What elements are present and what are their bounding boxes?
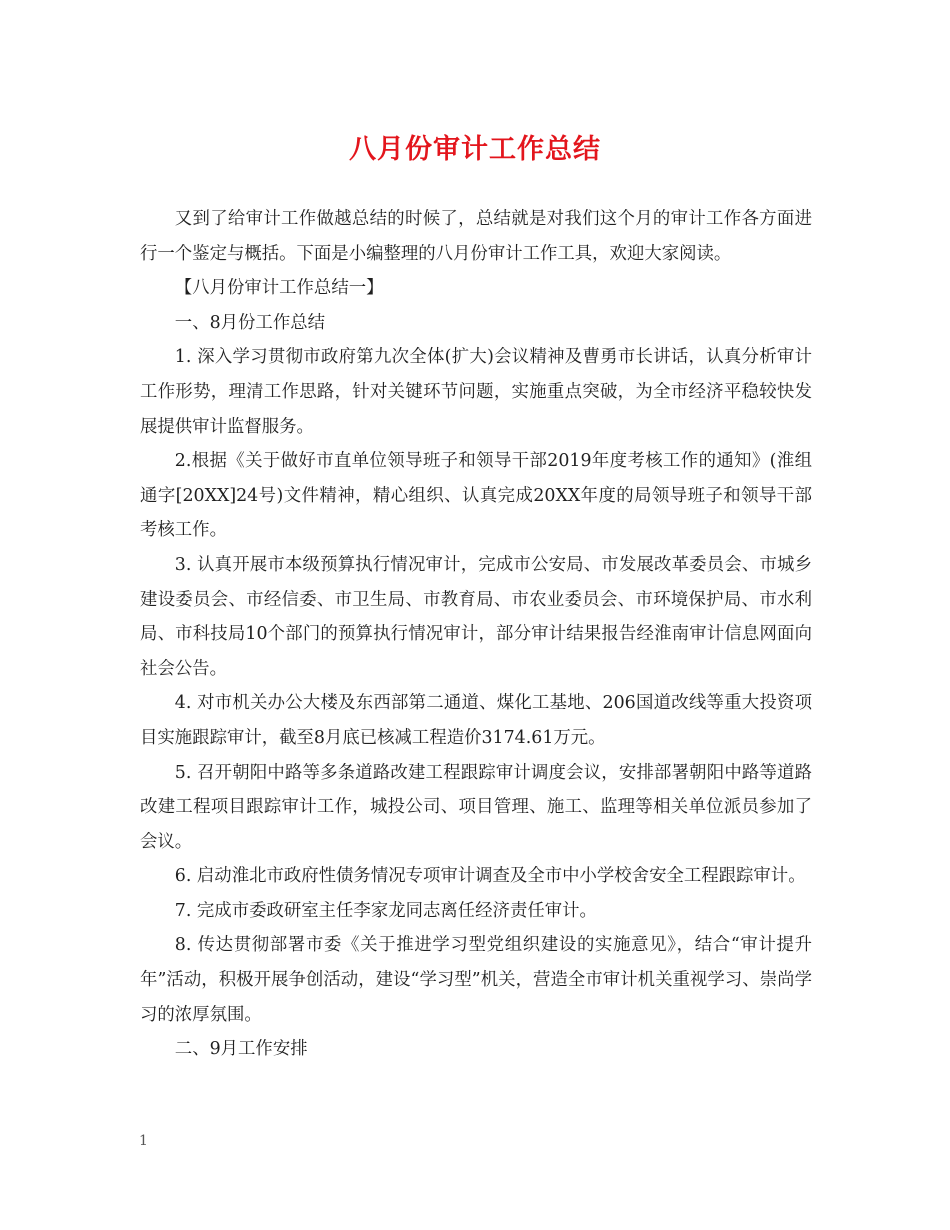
page-number: 1 (139, 1133, 148, 1149)
list-item-6: 6. 启动淮北市政府性债务情况专项审计调查及全市中小学校舍安全工程跟踪审计。 (174, 866, 806, 887)
document-body (140, 202, 812, 1067)
intro-paragraph: 又到了给审计工作做越总结的时候了，总结就是对我们这个月的审计工作各方面进行一个鉴定与概括。下面是小编整理的八月份审计工作工具，欢迎大家阅读。 (140, 209, 812, 264)
list-item-8: 8. 传达贯彻部署市委《关于推进学习型党组织建设的实施意见》，结合“审计提升年”活动，积极开展争创活动，建设“学习型”机关，营造全市审计机关重视学习、崇尚学习的浓厚氛围。 (140, 935, 812, 1025)
list-item-1: 1. 深入学习贯彻市政府第九次全体(扩大)会议精神及曹勇市长讲话，认真分析审计工作形势，理清工作思路，针对关键环节问题，实施重点突破，为全市经济平稳较快发展提供审计监督服务。 (140, 347, 812, 437)
list-item-7: 7. 完成市委政研室主任李家龙同志离任经济责任审计。 (174, 900, 597, 921)
list-item-4: 4. 对市机关办公大楼及东西部第二通道、煤化工基地、206国道改线等重大投资项目实施跟踪审计，截至8月底已核减工程造价3174.61万元。 (140, 693, 812, 748)
subheading-august-summary: 一、8月份工作总结 (174, 312, 325, 333)
list-item-2: 2.根据《关于做好市直单位领导班子和领导干部2019年度考核工作的通知》(淮组通字[20XX]24号)文件精神，精心组织、认真完成20XX年度的局领导班子和领导干部考核工作。 (140, 451, 812, 541)
section-heading-summary-one: 【八月份审计工作总结一】 (174, 278, 384, 299)
document-title: 八月份审计工作总结 (349, 134, 601, 165)
list-item-3: 3. 认真开展市本级预算执行情况审计，完成市公安局、市发展改革委员会、市城乡建设委员会、市经信委、市卫生局、市教育局、市农业委员会、市环境保护局、市水利局、市科技局10个部门的预算执行情况审计，部分审计结果报告经淮南审计信息网面向社会公告。 (140, 554, 812, 679)
subheading-september-plan: 二、9月工作安排 (174, 1039, 308, 1060)
list-item-5: 5. 召开朝阳中路等多条道路改建工程跟踪审计调度会议，安排部署朝阳中路等道路改建工程项目跟踪审计工作，城投公司、项目管理、施工、监理等相关单位派员参加了会议。 (140, 762, 812, 852)
